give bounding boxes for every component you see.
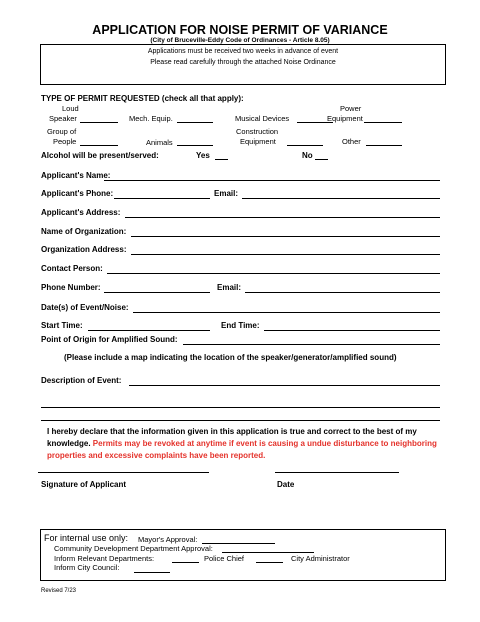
permit-power-label-1: Power: [340, 104, 362, 113]
inform-departments-label: Inform Relevant Departments:: [54, 554, 155, 563]
date-label: Date: [277, 480, 295, 489]
description-field-line-3[interactable]: [41, 420, 440, 421]
internal-use-heading: For internal use only:: [44, 533, 129, 543]
declaration-paragraph: [47, 426, 447, 462]
email2-field[interactable]: [245, 292, 440, 293]
start-time-label: Start Time:: [41, 321, 83, 330]
phone-number-field[interactable]: [104, 292, 210, 293]
permit-loud-label-1: Loud: [62, 104, 79, 113]
permit-mech-checkbox-line[interactable]: [177, 122, 213, 123]
police-chief-line[interactable]: [172, 562, 199, 563]
inform-council-label: Inform City Council:: [54, 563, 120, 572]
permit-loud-checkbox-line[interactable]: [80, 122, 118, 123]
end-time-label: End Time:: [221, 321, 260, 330]
applicant-address-label: Applicant's Address:: [41, 208, 121, 217]
alcohol-no-label: No: [302, 151, 313, 160]
permit-group-checkbox-line[interactable]: [80, 145, 118, 146]
mayor-approval-label: Mayor's Approval:: [138, 535, 198, 544]
applicant-phone-label: Applicant's Phone:: [41, 189, 114, 198]
date-line[interactable]: [275, 472, 399, 473]
permit-animals-label: Animals: [146, 138, 173, 147]
event-dates-field[interactable]: [133, 312, 440, 313]
revocation-warning: Permits may be revoked at anytime if event is causing a undue disturbance to neighboring properties and excessive complaints have been reported.: [47, 439, 437, 460]
permit-musical-label: Musical Devices: [235, 114, 290, 123]
alcohol-yes-label: Yes: [196, 151, 210, 160]
map-note: (Please include a map indicating the location of the speaker/generator/amplified sound): [64, 353, 397, 362]
alcohol-yes-line[interactable]: [215, 159, 228, 160]
permit-other-label: Other: [342, 137, 361, 146]
signature-label: Signature of Applicant: [41, 480, 127, 489]
form-title: APPLICATION FOR NOISE PERMIT OF VARIANCE: [92, 23, 388, 37]
email-label: Email:: [214, 189, 239, 198]
alcohol-label: Alcohol will be present/served:: [41, 151, 159, 160]
permit-loud-label-2: Speaker: [49, 114, 77, 123]
applicant-phone-field[interactable]: [114, 198, 210, 199]
email2-label: Email:: [217, 283, 242, 292]
city-administrator-label: City Administrator: [291, 554, 350, 563]
alcohol-no-line[interactable]: [315, 159, 328, 160]
applicant-name-field[interactable]: [104, 180, 440, 181]
contact-person-label: Contact Person:: [41, 264, 103, 273]
organization-name-label: Name of Organization:: [41, 227, 127, 236]
organization-address-field[interactable]: [131, 254, 440, 255]
permit-other-checkbox-line[interactable]: [366, 145, 402, 146]
description-label: Description of Event:: [41, 376, 122, 385]
applicant-address-field[interactable]: [125, 217, 440, 218]
declaration-text: I hereby declare that the information given in this application is true and correct to the best of my knowledge.: [47, 427, 417, 448]
permit-power-checkbox-line[interactable]: [364, 122, 402, 123]
point-of-origin-field[interactable]: [183, 344, 440, 345]
notice-box: [40, 44, 446, 85]
point-of-origin-label: Point of Origin for Amplified Sound:: [41, 335, 178, 344]
event-dates-label: Date(s) of Event/Noise:: [41, 303, 129, 312]
cdd-approval-line[interactable]: [222, 552, 314, 553]
police-chief-label: Police Chief: [204, 554, 245, 563]
revised-note: Revised 7/23: [41, 588, 77, 594]
end-time-field[interactable]: [264, 330, 440, 331]
description-field-line-2[interactable]: [41, 407, 440, 408]
start-time-field[interactable]: [88, 330, 210, 331]
inform-council-line[interactable]: [134, 572, 170, 573]
permit-construction-label-1: Construction: [236, 127, 279, 136]
internal-use-box: [40, 529, 446, 581]
organization-name-field[interactable]: [131, 236, 440, 237]
notice-line-2: Please read carefully through the attached Noise Ordinance: [150, 59, 336, 66]
cdd-approval-label: Community Development Department Approval:: [54, 544, 213, 553]
permit-construction-checkbox-line[interactable]: [287, 145, 323, 146]
permit-power-label-2: Equipment: [327, 114, 363, 123]
permit-group-label-1: Group of: [47, 127, 77, 136]
permit-group-label-2: People: [53, 137, 77, 146]
permit-mech-label: Mech. Equip.: [129, 114, 173, 123]
city-admin-line[interactable]: [256, 562, 283, 563]
permit-construction-label-2: Equipment: [240, 137, 276, 146]
form-subtitle: (City of Bruceville-Eddy Code of Ordinances - Article 8.05): [150, 37, 330, 44]
applicant-name-label: Applicant's Name:: [41, 171, 111, 180]
notice-line-1: Applications must be received two weeks in advance of event: [147, 48, 339, 55]
contact-person-field[interactable]: [107, 273, 440, 274]
signature-line[interactable]: [38, 472, 209, 473]
mayor-approval-line[interactable]: [202, 543, 275, 544]
phone-number-label: Phone Number:: [41, 283, 101, 292]
permit-type-heading: TYPE OF PERMIT REQUESTED (check all that apply):: [41, 94, 244, 103]
email-field[interactable]: [242, 198, 440, 199]
description-field-line-1[interactable]: [129, 385, 440, 386]
organization-address-label: Organization Address:: [41, 245, 127, 254]
permit-animals-checkbox-line[interactable]: [177, 145, 213, 146]
